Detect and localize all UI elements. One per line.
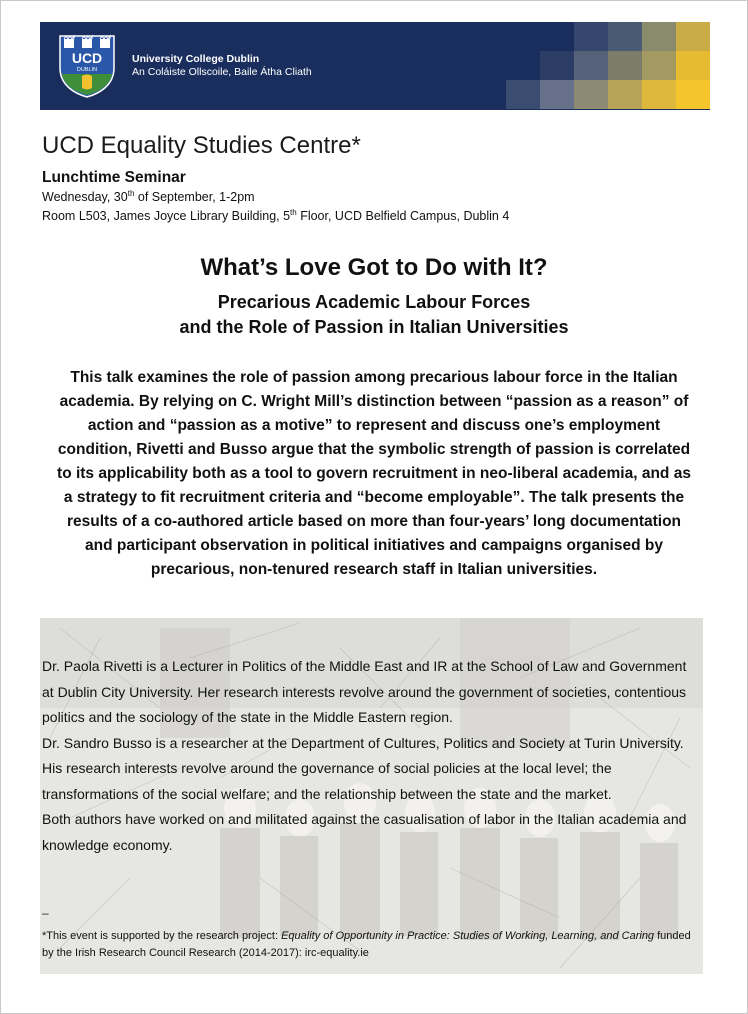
- bio-paola-rivetti: Dr. Paola Rivetti is a Lecturer in Politics of the Middle East and IR at the School of Law and Government at Dublin City University. Her research interests revolve around the government of societies, contentious politics and the sociology of the state in the Middle Eastern region.: [42, 658, 687, 725]
- project-title: Equality of Opportunity in Practice: Studies of Working, Learning, and Caring: [281, 930, 655, 942]
- bio-both-authors: Both authors have worked on and militated against the casualisation of labor in the Italian academia and knowledge economy.: [42, 811, 687, 853]
- ucd-header-banner: [40, 22, 710, 110]
- university-name-irish: An Coláiste Ollscoile, Baile Átha Cliath: [132, 66, 312, 78]
- talk-subtitle-line-1: Precarious Academic Labour Forces: [217, 292, 531, 312]
- event-location: Room L503, James Joyce Library Building, 5th Floor, UCD Belfield Campus, Dublin 4: [42, 207, 510, 223]
- university-name-english: University College Dublin: [132, 53, 260, 65]
- crest-dublin-text: DUBLIN: [76, 67, 98, 73]
- talk-title: What’s Love Got to Do with It?: [200, 254, 548, 281]
- speaker-bios: [42, 654, 698, 858]
- footnote-separator: –: [42, 906, 49, 920]
- event-date: Wednesday, 30th of September, 1-2pm: [42, 188, 255, 204]
- funding-footnote: *This event is supported by the research project: Equality of Opportunity in Practice: Studies of Working, Learning, and Caring funded by the Irish Research Council Research (2014-2017): irc-equality.ie: [42, 930, 691, 959]
- ucd-crest-logo: [58, 34, 116, 98]
- seminar-type: Lunchtime Seminar: [42, 169, 186, 186]
- talk-abstract: This talk examines the role of passion among precarious labour force in the Italian academia. By relying on C. Wright Mill’s distinction between “passion as a reason” of action and “passion as a motive” to represent and discuss one’s employment condition, Rivetti and Busso argue that the symbolic strength of passion is correlated to its applicability both as a tool to govern recruitment in neo-liberal academia, and as a strategy to fit recruitment criteria and “become employable”. The talk presents the results of a co-authored article based on more than four-years’ long documentation and participant observation in political initiatives and campaigns organised by precarious, non-tenured research staff in Italian universities.: [57, 369, 691, 578]
- crest-ucd-text: UCD: [71, 50, 103, 66]
- university-name: [132, 53, 312, 79]
- speaker-bios-panel: [40, 618, 703, 974]
- centre-title: UCD Equality Studies Centre*: [42, 132, 361, 159]
- talk-subtitle-line-2: and the Role of Passion in Italian Universities: [179, 317, 569, 337]
- talk-subtitle: [80, 290, 668, 340]
- bio-sandro-busso: Dr. Sandro Busso is a researcher at the Department of Cultures, Politics and Society at Turin University. His research interests revolve around the governance of social policies at the local level; the transformations of the social welfare; and the relationship between the state and the market.: [42, 734, 684, 802]
